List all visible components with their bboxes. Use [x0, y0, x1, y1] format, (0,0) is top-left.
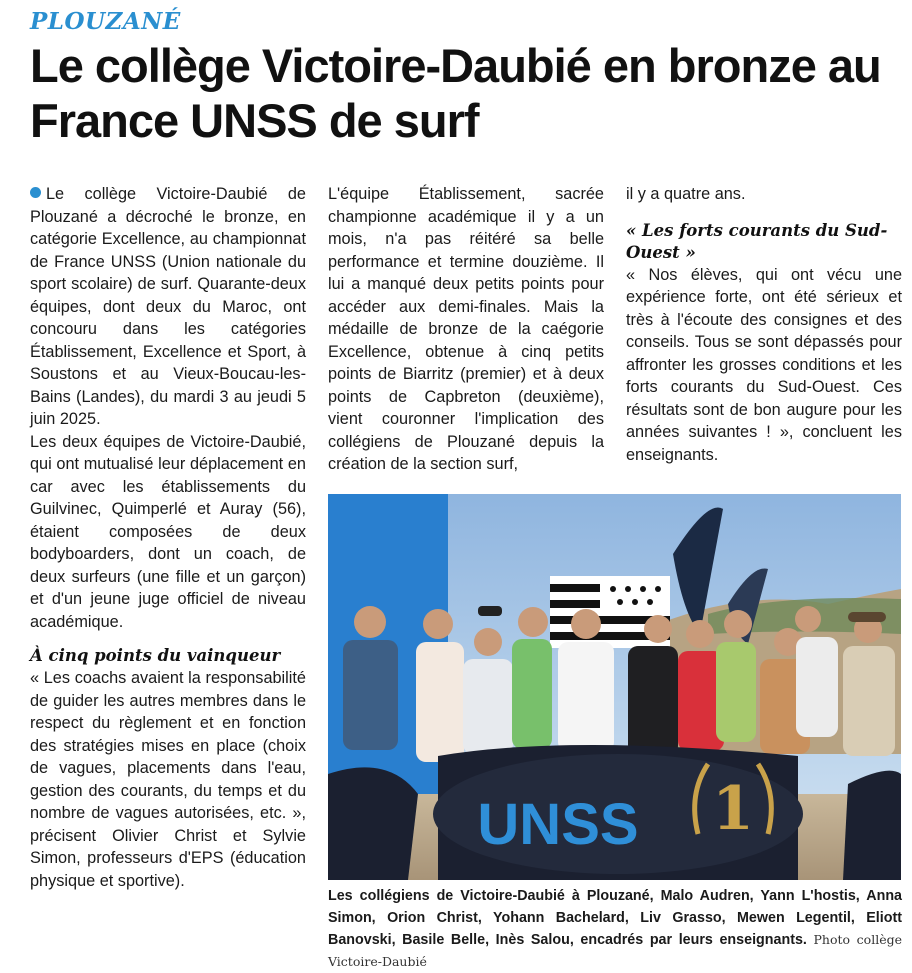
body-paragraph: « Les coachs avaient la responsabilité de guider les autres membres dans le respect du règlement et en fonction des stratégies mises en place (choix de vagues, placements dans l'eau, gestion des courants, du temps et du nombre de vagues autorisées, etc. », précisent Olivier Christ et Sylvie Simon, professeurs d'EPS (éducation physique et sportive). — [30, 669, 306, 890]
article-headline: Le collège Victoire-Daubié en bronze au France UNSS de surf — [30, 39, 881, 147]
caption-text: Les collégiens de Victoire-Daubié à Plouzané, Malo Audren, Yann L'hostis, Anna Simon, Orion Christ, Yohann Bachelard, Liv Grasso, Mewen Legentil, Eliott Banovski, Basile Belle, Inès Salou, encadrés par leurs enseignants. — [328, 888, 902, 948]
article-kicker: PLOUZANÉ — [30, 8, 181, 35]
section-subhead: À cinq points du vainqueur — [30, 646, 281, 665]
banner-unss-text: UNSS — [477, 792, 639, 857]
photo-credit: Photo collège Victoire-Daubié — [328, 932, 902, 969]
article-column-2 — [328, 183, 604, 476]
article-column-1 — [30, 183, 306, 892]
section-subhead: « Les forts courants du Sud-Ouest » — [626, 220, 888, 262]
team-photo-illustration — [328, 494, 901, 880]
bullet-dot-icon — [30, 187, 41, 198]
body-paragraph: « Nos élèves, qui ont vécu une expérience forte, ont été sérieux et très à l'écoute des consignes et des conseils. Tous se sont dépassés pour affronter les grosses conditions et les forts courants du Sud-Ouest. Ces résultats sont de bon augure pour les années suivantes ! », concluent les enseignants. — [626, 265, 902, 464]
banner-medal-number: 1 — [712, 774, 754, 844]
body-paragraph: il y a quatre ans. — [626, 185, 746, 203]
article-column-3 — [626, 183, 902, 466]
article-photo — [328, 494, 901, 880]
body-paragraph: L'équipe Établissement, sacrée championne académique il y a un mois, n'a pas réitéré sa belle performance et termine douzième. Il lui a manqué deux petits points pour accéder aux demi-finales. Mais la médaille de bronze de la caégorie Excellence, obtenue à cinq petits points de Biarritz (premier) et à deux points de Capbreton (deuxième), vient couronner l'implication des collégiens de Plouzané depuis la création de la section surf, — [328, 185, 604, 473]
body-paragraph: Les deux équipes de Victoire-Daubié, qui ont mutualisé leur déplacement en car avec les établissements du Guilvinec, Quimperlé et Auray (56), étaient composées de deux bodyboarders, dont un coach, de deux surfeurs (une fille et un garçon) et d'un jeune juge officiel de niveau académique. — [30, 432, 306, 631]
intro-text: Le collège Victoire-Daubié de Plouzané a décroché le bronze, en catégorie Excellence, au championnat de France UNSS (Union nationale du sport scolaire) de surf. Quarante-deux équipes, dont deux du Maroc, ont concouru dans les catégories Établissement, Excellence et Sport, à Soustons et au Vieux-Boucau-les-Bains (Landes), du mardi 3 au jeudi 5 juin 2025. — [30, 185, 306, 428]
photo-caption — [328, 885, 902, 973]
intro-paragraph — [30, 183, 306, 431]
